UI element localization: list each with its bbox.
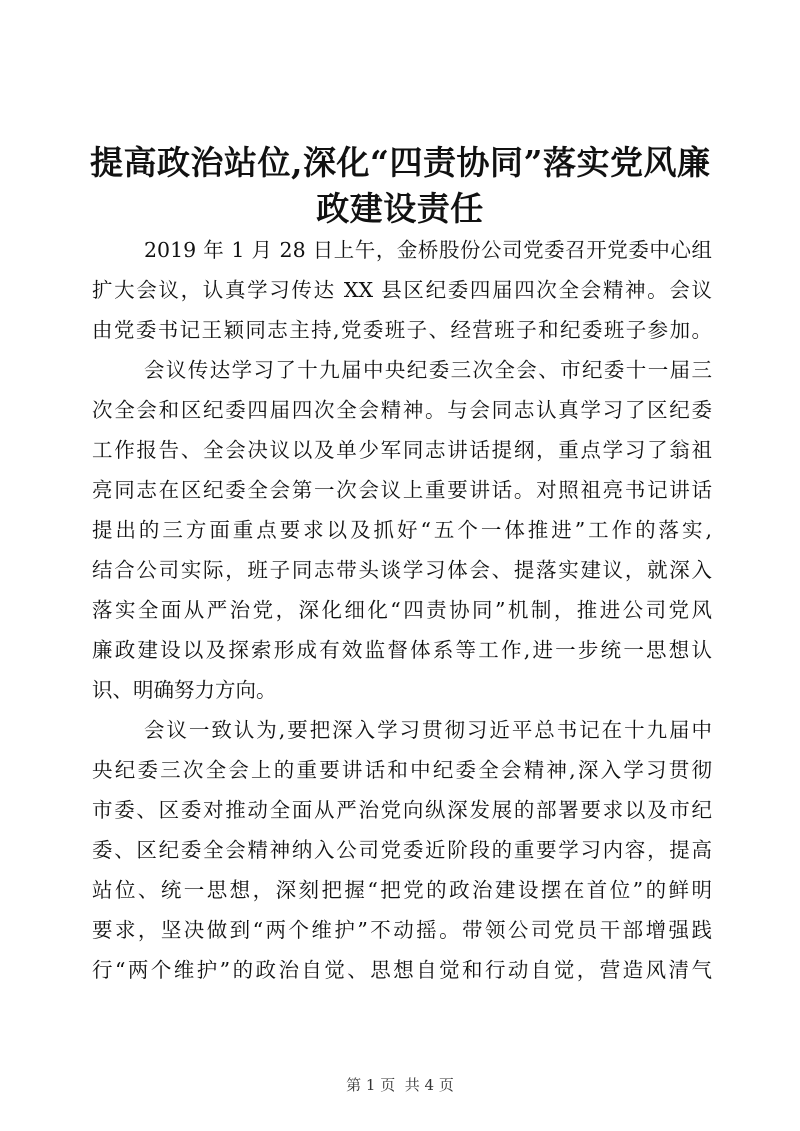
text-line: 由党委书记王颖同志主持,党委班子、经营班子和纪委班子参加。 (92, 318, 712, 342)
text-line: 识、明确努力方向。 (92, 678, 277, 702)
text-line: 行“两个维护”的政治自觉、思想自觉和行动自觉，营造风清气 (92, 958, 712, 982)
text-line: 会议传达学习了十九届中央纪委三次全会、市纪委十一届三 (144, 358, 712, 382)
text-line: 次全会和区纪委四届四次全会精神。与会同志认真学习了区纪委 (92, 398, 712, 422)
text-line: 提出的三方面重点要求以及抓好“五个一体推进”工作的落实, (92, 518, 712, 542)
document-body (92, 230, 712, 990)
document-title (90, 140, 710, 232)
text-line: 扩大会议，认真学习传达 XX 县区纪委四届四次全会精神。会议 (92, 278, 712, 302)
text-line: 要求，坚决做到“两个维护”不动摇。带领公司党员干部增强践 (92, 918, 712, 942)
text-line: 2019 年 1 月 28 日上午，金桥股份公司党委召开党委中心组 (144, 238, 712, 262)
text-line: 会议一致认为,要把深入学习贯彻习近平总书记在十九届中 (144, 718, 712, 742)
text-line: 央纪委三次全会上的重要讲话和中纪委全会精神,深入学习贯彻 (92, 758, 712, 782)
title-line-1: 提高政治站位,深化“四责协同”落实党风廉 (90, 143, 711, 182)
paragraph-3 (92, 710, 712, 990)
paragraph-2 (92, 350, 712, 710)
text-line: 亮同志在区纪委全会第一次会议上重要讲话。对照祖亮书记讲话 (92, 478, 712, 502)
title-line-2: 政建设责任 (316, 189, 484, 228)
paragraph-1 (92, 230, 712, 350)
text-line: 廉政建设以及探索形成有效监督体系等工作,进一步统一思想认 (92, 638, 712, 662)
text-line: 委、区纪委全会精神纳入公司党委近阶段的重要学习内容，提高 (92, 838, 712, 862)
text-line: 工作报告、全会决议以及单少军同志讲话提纲，重点学习了翁祖 (92, 438, 712, 462)
page-number-footer: 第 1 页 共 4 页 (346, 1076, 454, 1094)
text-line: 结合公司实际，班子同志带头谈学习体会、提落实建议，就深入 (92, 558, 712, 582)
text-line: 落实全面从严治党，深化细化“四责协同”机制，推进公司党风 (92, 598, 712, 622)
text-line: 市委、区委对推动全面从严治党向纵深发展的部署要求以及市纪 (92, 798, 712, 822)
text-line: 站位、统一思想，深刻把握“把党的政治建设摆在首位”的鲜明 (92, 878, 712, 902)
